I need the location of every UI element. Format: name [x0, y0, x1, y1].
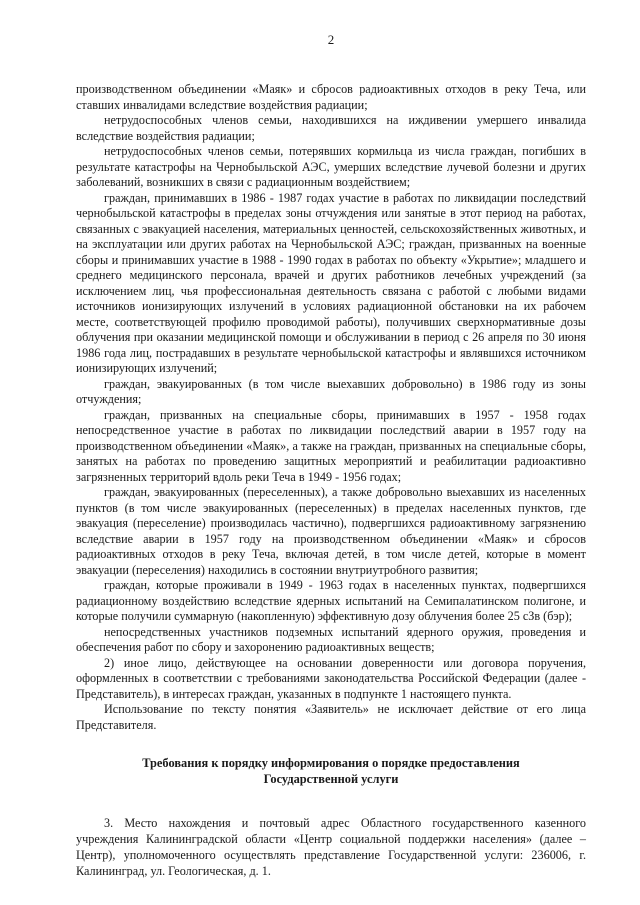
paragraph: граждан, которые проживали в 1949 - 1963 годах в населенных пунктах, подвергшихся радиационному воздействию вследствие ядерных испытаний на Семипалатинском полигоне, и которые получили суммарную (накопленную) эффективную дозу облучения более 25 сЗв (бэр); [76, 578, 586, 623]
section-heading-line-2: Государственной услуги [263, 772, 399, 786]
paragraph: нетрудоспособных членов семьи, потерявших кормильца из числа граждан, погибших в результате катастрофы на Чернобыльской АЭС, умерших вследствие лучевой болезни и других заболеваний, возникших в связи с радиационным воздействием; [76, 144, 586, 189]
page-number: 2 [327, 32, 335, 47]
section-heading-line-1: Требования к порядку информирования о порядке предоставления [142, 756, 520, 770]
paragraph: нетрудоспособных членов семьи, находившихся на иждивении умершего инвалида вследствие воздействия радиации; [76, 113, 586, 143]
document-body [76, 82, 586, 733]
paragraph: непосредственных участников подземных испытаний ядерного оружия, проведения и обеспечения работ по сбору и захоронению радиоактивных веществ; [76, 624, 586, 654]
paragraph-location: 3. Место нахождения и почтовый адрес Областного государственного казенного учреждения Калининградской области «Центр социальной поддержки населения» (далее – Центр), уполномоченного осуществлять представление Государственной услуги: 236006, г. Калининград, ул. Геологическая, д. 1. [76, 816, 586, 878]
section-heading [76, 755, 586, 787]
paragraph: граждан, эвакуированных (переселенных), а также добровольно выехавших из населенных пунктов (в том числе эвакуированных (переселенных) в пределах населенных пунктов, где эвакуация (переселение) производилась частично), подвергшихся радиоактивному загрязнению вследствие аварии в 1957 году на производственном объединении «Маяк» и сбросов радиоактивных отходов в реку Теча, включая детей, в том числе детей, которые в момент эвакуации (переселения) находились в состоянии внутриутробного развития; [76, 485, 586, 577]
paragraph: граждан, призванных на специальные сборы, принимавших в 1957 - 1958 годах непосредственное участие в работах по ликвидации последствий аварии в 1957 году на производственном объединении «Маяк», а также на граждан, призванных на специальные сборы, занятых на работах по проведению защитных мероприятий и реабилитации радиоактивно загрязненных территорий вдоль реки Теча в 1949 - 1956 годах; [76, 407, 586, 484]
paragraph: граждан, эвакуированных (в том числе выехавших добровольно) в 1986 году из зоны отчуждения; [76, 376, 586, 406]
paragraph: граждан, принимавших в 1986 - 1987 годах участие в работах по ликвидации последствий чернобыльской катастрофы в пределах зоны отчуждения или занятые в этот период на работах, связанных с эвакуацией населения, материальных ценностей, сельскохозяйственных животных, и на эксплуатации или других работах на Чернобыльской АЭС; граждан, призванных на военные сборы и принимавших участие в 1988 - 1990 годах в работах по объекту «Укрытие»; младшего и среднего медицинского персонала, врачей и других работников лечебных учреждений (за исключением лиц, чья профессиональная деятельность связана с работой с любыми видами источников ионизирующих излучений в условиях радиационной обстановки на их рабочем месте, соответствующей профилю проводимой работы), получивших сверхнормативные дозы облучения при оказании медицинской помощи и обслуживании в период с 26 апреля по 30 июня 1986 года лиц, пострадавших в результате чернобыльской катастрофы и являвшихся источником ионизирующих излучений; [76, 190, 586, 375]
paragraph: Использование по тексту понятия «Заявитель» не исключает действие от его лица Представителя. [76, 702, 586, 732]
paragraph: 2) иное лицо, действующее на основании доверенности или договора поручения, оформленных в соответствии с требованиями законодательства Российской Федерации (далее - Представитель), в интересах граждан, указанных в подпункте 1 настоящего пункта. [76, 655, 586, 701]
paragraph: производственном объединении «Маяк» и сбросов радиоактивных отходов в реку Теча, или ставших инвалидами вследствие воздействия радиации; [76, 82, 586, 112]
